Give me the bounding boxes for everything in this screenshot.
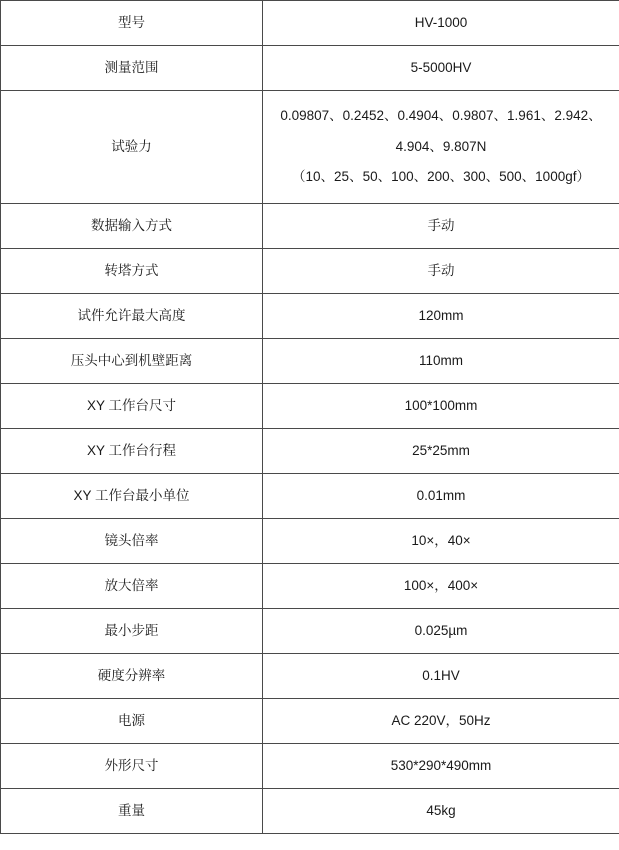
spec-label-cell: 型号 bbox=[1, 1, 263, 46]
spec-label-cell: 数据输入方式 bbox=[1, 204, 263, 249]
spec-label-cell: 重量 bbox=[1, 789, 263, 834]
table-row bbox=[1, 384, 619, 429]
spec-value-cell: 手动 bbox=[263, 204, 619, 249]
spec-label-cell: 外形尺寸 bbox=[1, 744, 263, 789]
spec-value-cell: 120mm bbox=[263, 294, 619, 339]
table-row bbox=[1, 474, 619, 519]
spec-value-cell: HV-1000 bbox=[263, 1, 619, 46]
spec-label-cell: 压头中心到机壁距离 bbox=[1, 339, 263, 384]
spec-value-cell: 530*290*490mm bbox=[263, 744, 619, 789]
spec-value-cell: 手动 bbox=[263, 249, 619, 294]
spec-value-line: 4.904、9.807N bbox=[395, 138, 487, 154]
spec-value-line: 0.09807、0.2452、0.4904、0.9807、1.961、2.942、 bbox=[280, 108, 602, 124]
table-row bbox=[1, 46, 619, 91]
table-row bbox=[1, 1, 619, 46]
spec-label-cell: 镜头倍率 bbox=[1, 519, 263, 564]
spec-value-cell: 100×，400× bbox=[263, 564, 619, 609]
spec-value-cell: 0.01mm bbox=[263, 474, 619, 519]
table-row bbox=[1, 789, 619, 834]
spec-value-line: （10、25、50、100、200、300、500、1000gf） bbox=[292, 169, 590, 185]
spec-label-cell: XY 工作台行程 bbox=[1, 429, 263, 474]
spec-label-cell: 试件允许最大高度 bbox=[1, 294, 263, 339]
table-row bbox=[1, 609, 619, 654]
spec-label-cell: 试验力 bbox=[1, 91, 263, 204]
spec-label-cell: 电源 bbox=[1, 699, 263, 744]
spec-label-cell: XY 工作台最小单位 bbox=[1, 474, 263, 519]
spec-value-cell: AC 220V，50Hz bbox=[263, 699, 619, 744]
table-row bbox=[1, 429, 619, 474]
spec-value-cell: 110mm bbox=[263, 339, 619, 384]
spec-value-cell: 25*25mm bbox=[263, 429, 619, 474]
spec-value-cell: 100*100mm bbox=[263, 384, 619, 429]
spec-label-cell: 放大倍率 bbox=[1, 564, 263, 609]
spec-value-cell: 5-5000HV bbox=[263, 46, 619, 91]
table-row bbox=[1, 699, 619, 744]
table-row bbox=[1, 339, 619, 384]
spec-label-cell: 硬度分辨率 bbox=[1, 654, 263, 699]
table-row bbox=[1, 744, 619, 789]
spec-value-cell: 45kg bbox=[263, 789, 619, 834]
spec-label-cell: XY 工作台尺寸 bbox=[1, 384, 263, 429]
table-body bbox=[1, 1, 619, 834]
table-row bbox=[1, 564, 619, 609]
table-row bbox=[1, 654, 619, 699]
table-row bbox=[1, 294, 619, 339]
table-row bbox=[1, 204, 619, 249]
table-row bbox=[1, 91, 619, 204]
spec-value-cell bbox=[263, 91, 619, 204]
spec-label-cell: 最小步距 bbox=[1, 609, 263, 654]
spec-label-cell: 转塔方式 bbox=[1, 249, 263, 294]
spec-value-cell: 0.1HV bbox=[263, 654, 619, 699]
table-row bbox=[1, 519, 619, 564]
spec-value-cell: 10×，40× bbox=[263, 519, 619, 564]
spec-value-cell: 0.025µm bbox=[263, 609, 619, 654]
spec-label-cell: 测量范围 bbox=[1, 46, 263, 91]
table-row bbox=[1, 249, 619, 294]
